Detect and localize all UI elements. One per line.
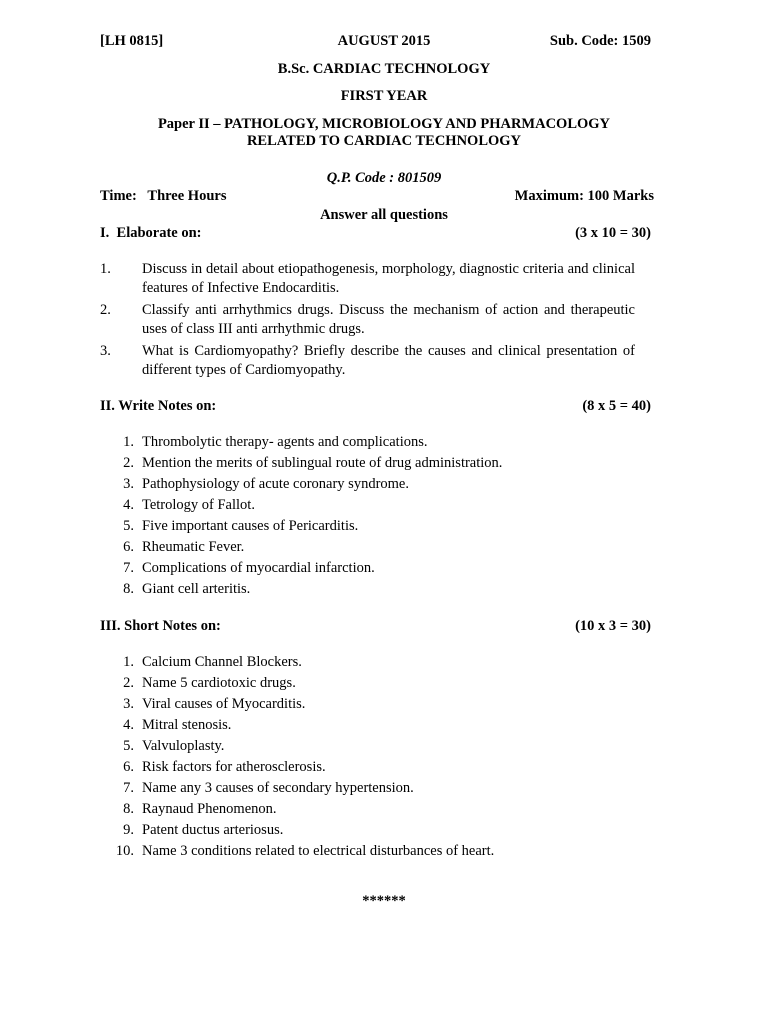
course-title: B.Sc. CARDIAC TECHNOLOGY <box>277 61 491 77</box>
section2-marks: (8 x 5 = 40) <box>582 398 651 414</box>
question-text: Giant cell arteritis. <box>142 581 251 597</box>
question-item <box>100 842 635 861</box>
question-item <box>100 758 635 777</box>
paper-title-line1: Paper II – PATHOLOGY, MICROBIOLOGY AND PHARMACOLOGY <box>157 116 611 132</box>
question-number: 8. <box>123 581 134 597</box>
question-item <box>100 821 635 840</box>
question-text: Rheumatic Fever. <box>142 539 245 555</box>
question-text: Thrombolytic therapy- agents and complications. <box>142 434 428 450</box>
question-item <box>100 517 635 536</box>
question-number: 3. <box>100 343 111 359</box>
question-item <box>100 695 635 714</box>
question-item <box>100 454 635 473</box>
question-item <box>100 653 635 672</box>
question-number: 3. <box>123 476 134 492</box>
question-item <box>100 538 635 557</box>
question-item <box>100 301 635 339</box>
end-of-paper-mark: ****** <box>362 893 406 909</box>
question-text: Valvuloplasty. <box>142 738 225 754</box>
question-item <box>100 342 635 380</box>
question-item <box>100 737 635 756</box>
question-text: What is Cardiomyopathy? Briefly describe the causes and clinical presentation of different types of Cardiomyopathy. <box>142 343 635 378</box>
qp-code: Q.P. Code : 801509 <box>326 170 442 186</box>
year-title: FIRST YEAR <box>340 88 428 104</box>
question-number: 9. <box>123 822 134 838</box>
question-number: 1. <box>123 434 134 450</box>
question-text: Mitral stenosis. <box>142 717 232 733</box>
question-number: 3. <box>123 696 134 712</box>
instruction: Answer all questions <box>320 207 448 223</box>
question-item <box>100 580 635 599</box>
question-number: 2. <box>100 302 111 318</box>
question-number: 7. <box>123 780 134 796</box>
section3-question-list <box>100 653 635 861</box>
question-text: Risk factors for atherosclerosis. <box>142 759 326 775</box>
question-text: Discuss in detail about etiopathogenesis, morphology, diagnostic criteria and clinical features of Infective Endocarditis. <box>142 261 635 296</box>
subject-code: Sub. Code: 1509 <box>549 33 651 49</box>
question-item <box>100 800 635 819</box>
question-text: Calcium Channel Blockers. <box>142 654 302 670</box>
question-item <box>100 716 635 735</box>
question-text: Five important causes of Pericarditis. <box>142 518 359 534</box>
section1-marks: (3 x 10 = 30) <box>575 225 651 241</box>
question-item <box>100 674 635 693</box>
question-item <box>100 496 635 515</box>
question-item <box>100 559 635 578</box>
question-number: 5. <box>123 518 134 534</box>
question-text: Pathophysiology of acute coronary syndrome. <box>142 476 409 492</box>
section2-title: II. Write Notes on: <box>100 398 217 414</box>
section3-title: III. Short Notes on: <box>100 618 221 634</box>
question-number: 7. <box>123 560 134 576</box>
paper-title-line2: RELATED TO CARDIAC TECHNOLOGY <box>246 133 522 149</box>
question-number: 1. <box>100 261 111 277</box>
question-text: Patent ductus arteriosus. <box>142 822 284 838</box>
section1-title: I. Elaborate on: <box>100 225 202 241</box>
question-item <box>100 475 635 494</box>
question-text: Name 5 cardiotoxic drugs. <box>142 675 296 691</box>
question-number: 2. <box>123 455 134 471</box>
question-text: Classify anti arrhythmics drugs. Discuss the mechanism of action and therapeutic uses of class III anti arrhythmic drugs. <box>142 302 635 337</box>
question-text: Raynaud Phenomenon. <box>142 801 277 817</box>
section2-question-list <box>100 433 635 599</box>
exam-month-year: AUGUST 2015 <box>337 33 431 49</box>
question-number: 6. <box>123 759 134 775</box>
question-number: 8. <box>123 801 134 817</box>
question-text: Tetrology of Fallot. <box>142 497 255 513</box>
maximum-marks: Maximum: 100 Marks <box>514 188 654 204</box>
question-number: 10. <box>115 843 134 859</box>
question-number: 2. <box>123 675 134 691</box>
question-number: 4. <box>123 717 134 733</box>
question-item <box>100 779 635 798</box>
question-number: 5. <box>123 738 134 754</box>
question-number: 4. <box>123 497 134 513</box>
question-number: 6. <box>123 539 134 555</box>
exam-duration: Time: Three Hours <box>100 188 227 204</box>
section3-marks: (10 x 3 = 30) <box>575 618 651 634</box>
lh-code: [LH 0815] <box>100 33 164 49</box>
question-text: Name any 3 causes of secondary hypertension. <box>142 780 414 796</box>
question-item <box>100 260 635 298</box>
question-text: Name 3 conditions related to electrical disturbances of heart. <box>142 843 495 859</box>
question-text: Mention the merits of sublingual route of drug administration. <box>142 455 503 471</box>
question-text: Complications of myocardial infarction. <box>142 560 375 576</box>
section1-question-list <box>100 260 635 380</box>
question-text: Viral causes of Myocarditis. <box>142 696 306 712</box>
question-item <box>100 433 635 452</box>
question-number: 1. <box>123 654 134 670</box>
